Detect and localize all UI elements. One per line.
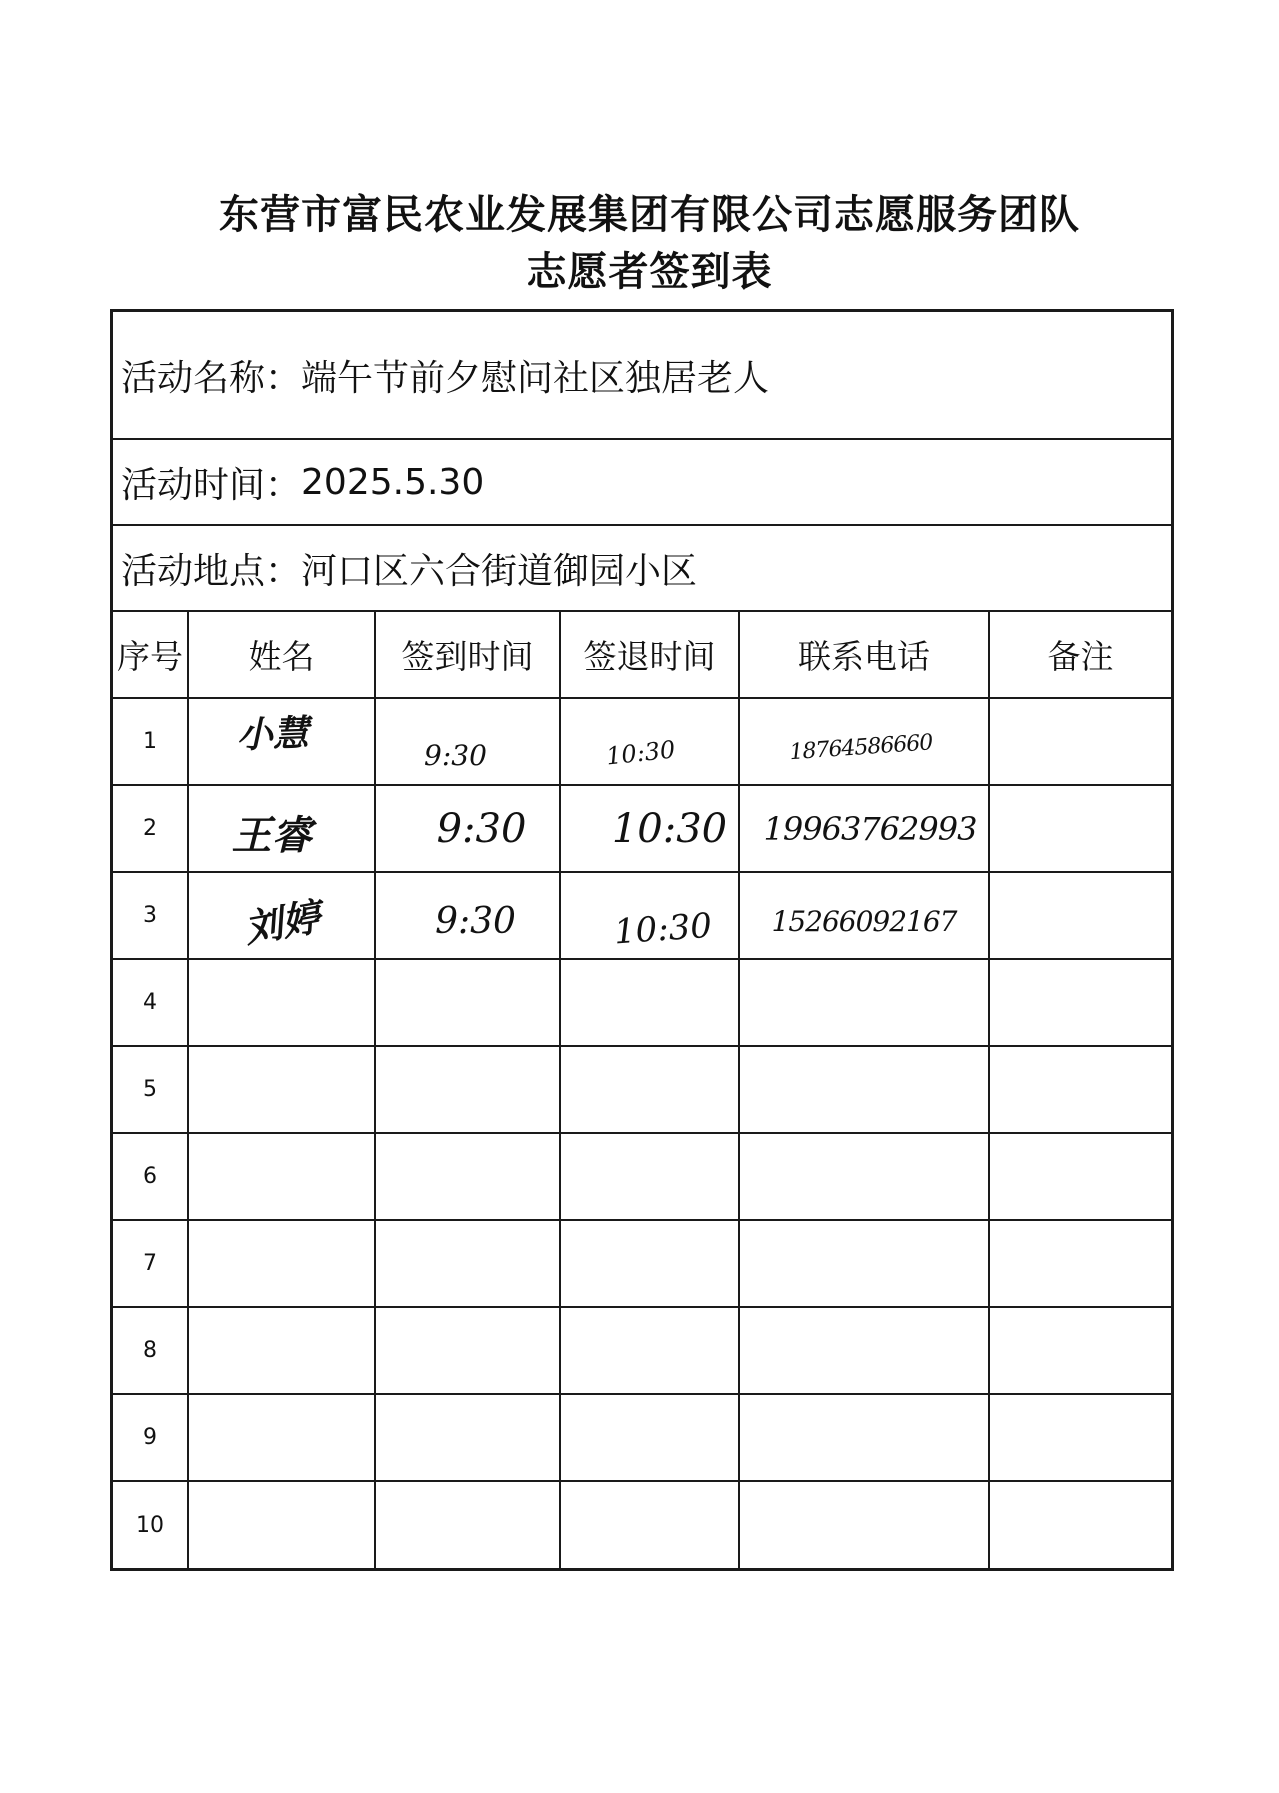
row-signout-time (560, 1133, 739, 1220)
row-seq: 6 (113, 1133, 188, 1220)
header-note: 备注 (989, 612, 1171, 698)
table-row (113, 1046, 1171, 1133)
activity-name-label: 活动名称： (121, 357, 302, 399)
row-phone (739, 1394, 989, 1481)
row-phone (739, 959, 989, 1046)
row-note (989, 1481, 1171, 1568)
row-signout-time (560, 1046, 739, 1133)
activity-place-row (113, 526, 1171, 612)
row-signout-time (560, 1307, 739, 1394)
row-phone (739, 1307, 989, 1394)
row-name (188, 959, 375, 1046)
handwritten-phone: 15266092167 (771, 905, 957, 938)
row-seq: 10 (113, 1481, 188, 1568)
row-signin-time (375, 1220, 560, 1307)
activity-place-value: 河口区六合街道御园小区 (301, 550, 698, 592)
row-phone (739, 1133, 989, 1220)
table-row (113, 1394, 1171, 1481)
handwritten-phone: 18764586660 (788, 730, 933, 766)
handwritten-name: 刘婷 (241, 893, 325, 952)
row-signin-time (375, 959, 560, 1046)
row-phone (739, 698, 989, 785)
row-name (188, 698, 375, 785)
row-seq: 9 (113, 1394, 188, 1481)
row-signout-time (560, 872, 739, 959)
signin-sheet (110, 309, 1174, 1571)
header-name: 姓名 (188, 612, 375, 698)
handwritten-name: 王睿 (231, 812, 312, 859)
activity-place-label: 活动地点： (121, 550, 302, 592)
handwritten-name: 小慧 (236, 712, 310, 757)
row-note (989, 872, 1171, 959)
row-signout-time (560, 1394, 739, 1481)
header-signin-time: 签到时间 (375, 612, 560, 698)
row-name (188, 785, 375, 872)
handwritten-signin: 9:30 (435, 901, 516, 942)
row-seq: 3 (113, 872, 188, 959)
handwritten-signout: 10:30 (612, 905, 713, 952)
row-name (188, 1481, 375, 1568)
row-seq: 1 (113, 698, 188, 785)
table-row (113, 1220, 1171, 1307)
row-signin-time (375, 1394, 560, 1481)
row-seq: 8 (113, 1307, 188, 1394)
row-note (989, 1046, 1171, 1133)
activity-time-value: 2025.5.30 (301, 461, 485, 503)
table-row (113, 698, 1171, 785)
table-row (113, 959, 1171, 1046)
row-signin-time (375, 785, 560, 872)
row-signout-time (560, 959, 739, 1046)
row-seq: 5 (113, 1046, 188, 1133)
activity-name-row (113, 312, 1171, 440)
handwritten-phone: 19963762993 (763, 809, 977, 848)
row-signin-time (375, 1046, 560, 1133)
table-row (113, 1133, 1171, 1220)
row-seq: 7 (113, 1220, 188, 1307)
row-phone (739, 1220, 989, 1307)
row-phone (739, 1481, 989, 1568)
row-note (989, 785, 1171, 872)
activity-time-row (113, 440, 1171, 526)
header-phone: 联系电话 (739, 612, 989, 698)
row-signout-time (560, 1481, 739, 1568)
row-note (989, 959, 1171, 1046)
row-name (188, 872, 375, 959)
row-signout-time (560, 785, 739, 872)
handwritten-signin: 9:30 (424, 739, 487, 772)
handwritten-signout: 10:30 (611, 805, 728, 852)
row-seq: 2 (113, 785, 188, 872)
row-name (188, 1394, 375, 1481)
row-note (989, 1394, 1171, 1481)
handwritten-signout: 10:30 (604, 734, 677, 771)
form-subtitle: 志愿者签到表 (526, 249, 773, 295)
row-signin-time (375, 1481, 560, 1568)
row-signin-time (375, 1133, 560, 1220)
row-note (989, 1220, 1171, 1307)
header-seq: 序号 (113, 612, 188, 698)
signin-table (113, 612, 1171, 1568)
activity-name-value: 端午节前夕慰问社区独居老人 (301, 357, 770, 399)
row-signin-time (375, 1307, 560, 1394)
row-note (989, 698, 1171, 785)
row-phone (739, 785, 989, 872)
row-name (188, 1046, 375, 1133)
handwritten-signin: 9:30 (436, 805, 527, 852)
table-row (113, 1481, 1171, 1568)
form-title: 东营市富民农业发展集团有限公司志愿服务团队 (219, 192, 1080, 238)
row-signout-time (560, 698, 739, 785)
table-row (113, 872, 1171, 959)
row-signout-time (560, 1220, 739, 1307)
row-signin-time (375, 872, 560, 959)
header-signout-time: 签退时间 (560, 612, 739, 698)
row-note (989, 1307, 1171, 1394)
table-row (113, 1307, 1171, 1394)
row-phone (739, 1046, 989, 1133)
activity-time-label: 活动时间： (121, 464, 302, 506)
row-name (188, 1220, 375, 1307)
table-row (113, 785, 1171, 872)
row-name (188, 1307, 375, 1394)
row-signin-time (375, 698, 560, 785)
row-phone (739, 872, 989, 959)
row-seq: 4 (113, 959, 188, 1046)
row-note (989, 1133, 1171, 1220)
table-header-row (113, 612, 1171, 698)
row-name (188, 1133, 375, 1220)
